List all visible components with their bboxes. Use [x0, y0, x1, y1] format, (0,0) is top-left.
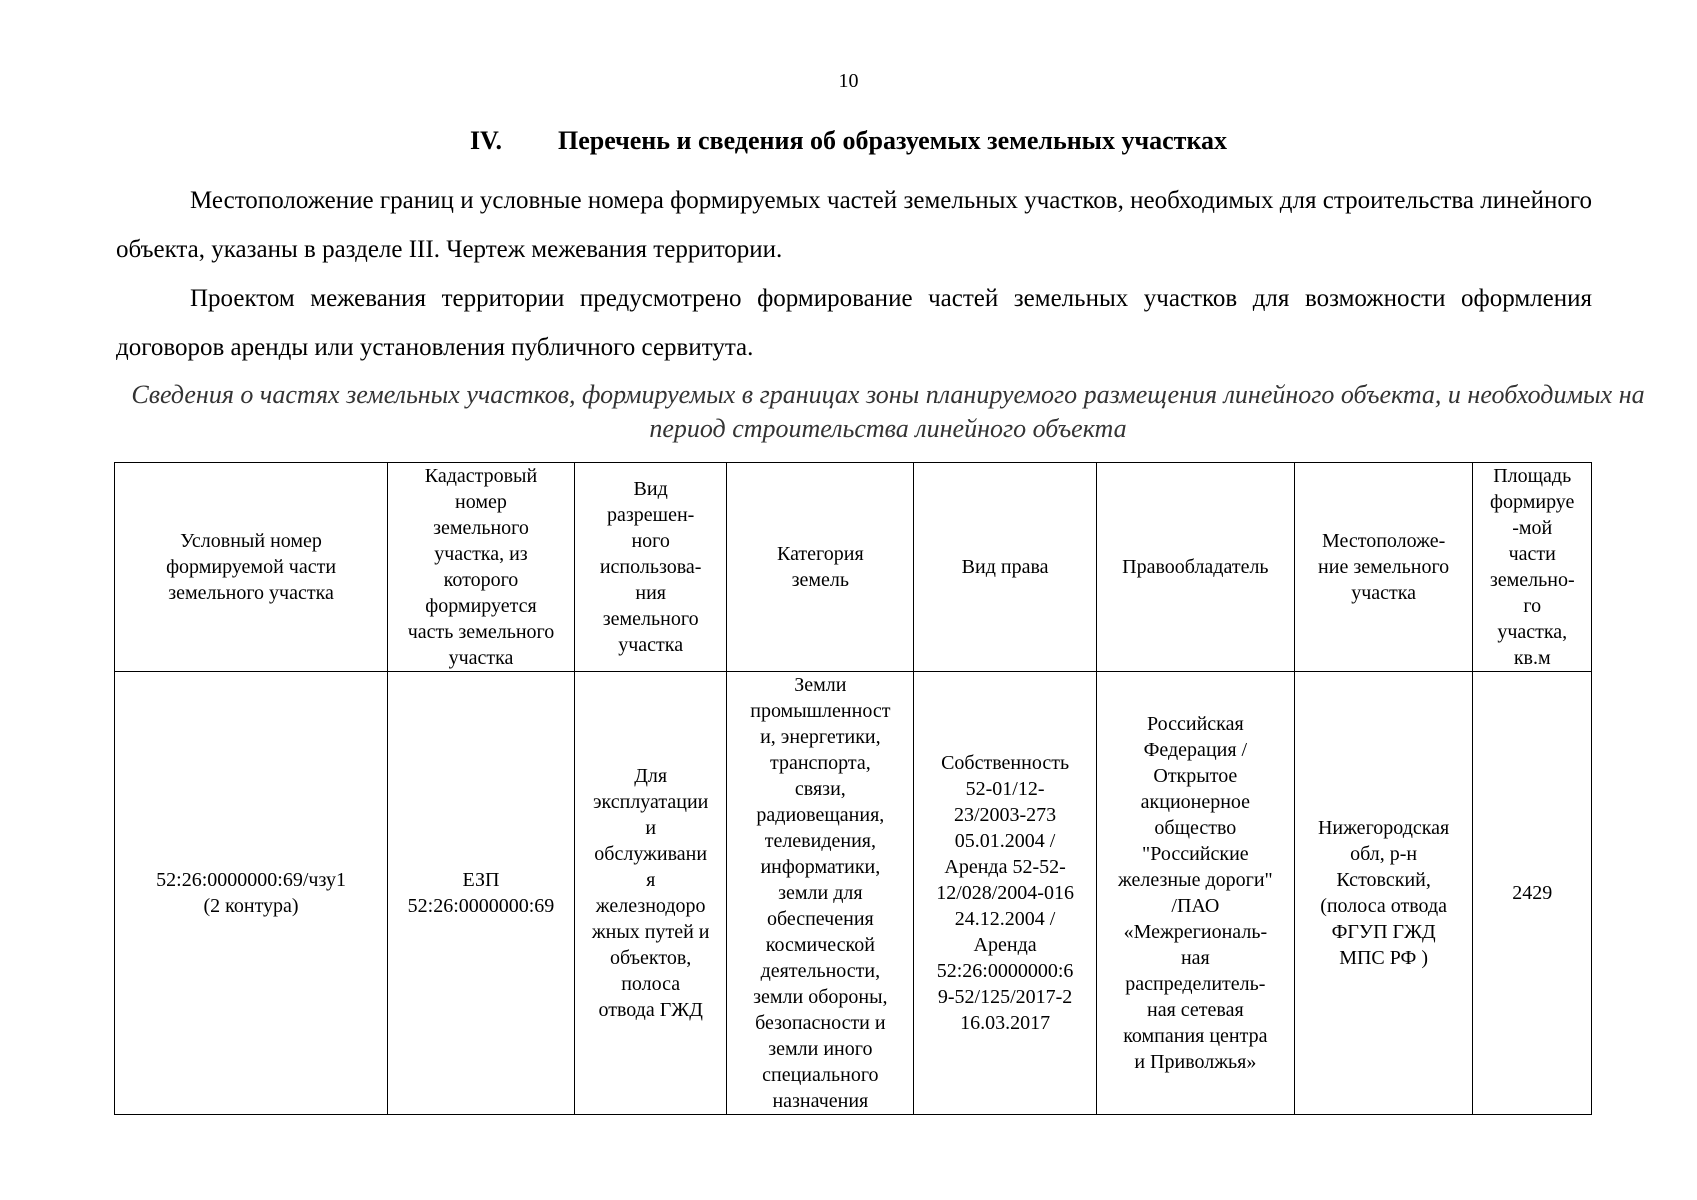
header-conditional-number: Условный номер формируемой части земельного участка	[115, 463, 388, 672]
table-row	[115, 672, 1592, 1115]
table-header-row	[115, 463, 1592, 672]
section-title: Перечень и сведения об образуемых земельных участках	[557, 126, 1228, 155]
section-heading	[0, 126, 1697, 156]
header-right-type: Вид права	[914, 463, 1097, 672]
cell-cadastral-number: ЕЗП 52:26:0000000:69	[388, 672, 575, 1115]
paragraph-project: Проектом межевания территории предусмотрено формирование частей земельных участков для возможности оформления договоров аренды или установления публичного сервитута.	[116, 285, 1592, 361]
cell-conditional-number: 52:26:0000000:69/чзу1 (2 контура)	[115, 672, 388, 1115]
cell-land-category: Земли промышленност и, энергетики, транспорта, связи, радиовещания, телевидения, информатики, земли для обеспечения космической деятельности, земли обороны, безопасности и земли иного специального назначения	[727, 672, 914, 1115]
header-permitted-use: Вид разрешен- ного использова- ния земельного участка	[574, 463, 727, 672]
header-location: Местоположе- ние земельного участка	[1294, 463, 1473, 672]
header-land-category: Категория земель	[727, 463, 914, 672]
cell-area: 2429	[1473, 672, 1592, 1115]
header-area: Площадь формируе -мой части земельно- го участка, кв.м	[1473, 463, 1592, 672]
header-right-holder: Правообладатель	[1096, 463, 1294, 672]
cell-right-type: Собственность 52-01/12- 23/2003-273 05.01.2004 / Аренда 52-52- 12/028/2004-016 24.12.2004 / Аренда 52:26:0000000:6 9-52/125/2017-2 16.03.2017	[914, 672, 1097, 1115]
cell-permitted-use: Для эксплуатации и обслуживани я железнодоро жных путей и объектов, полоса отвода ГЖД	[574, 672, 727, 1115]
cell-right-holder: Российская Федерация / Открытое акционерное общество "Российские железные дороги" /ПАО «Межрегиональ- ная распределитель- ная сетевая компания центра и Приволжья»	[1096, 672, 1294, 1115]
table-caption: Сведения о частях земельных участков, формируемых в границах зоны планируемого размещения линейного объекта, и необходимых на период строительства линейного объекта	[131, 380, 1645, 443]
land-plots-table	[114, 462, 1592, 1115]
paragraph-location: Местоположение границ и условные номера формируемых частей земельных участков, необходимых для строительства линейного объекта, указаны в разделе III. Чертеж межевания территории.	[116, 187, 1592, 263]
page-number: 10	[838, 70, 859, 92]
cell-location: Нижегородская обл, р-н Кстовский, (полоса отвода ФГУП ГЖД МПС РФ )	[1294, 672, 1473, 1115]
header-cadastral-number: Кадастровый номер земельного участка, из которого формируется часть земельного участка	[388, 463, 575, 672]
section-number: IV.	[469, 126, 502, 155]
